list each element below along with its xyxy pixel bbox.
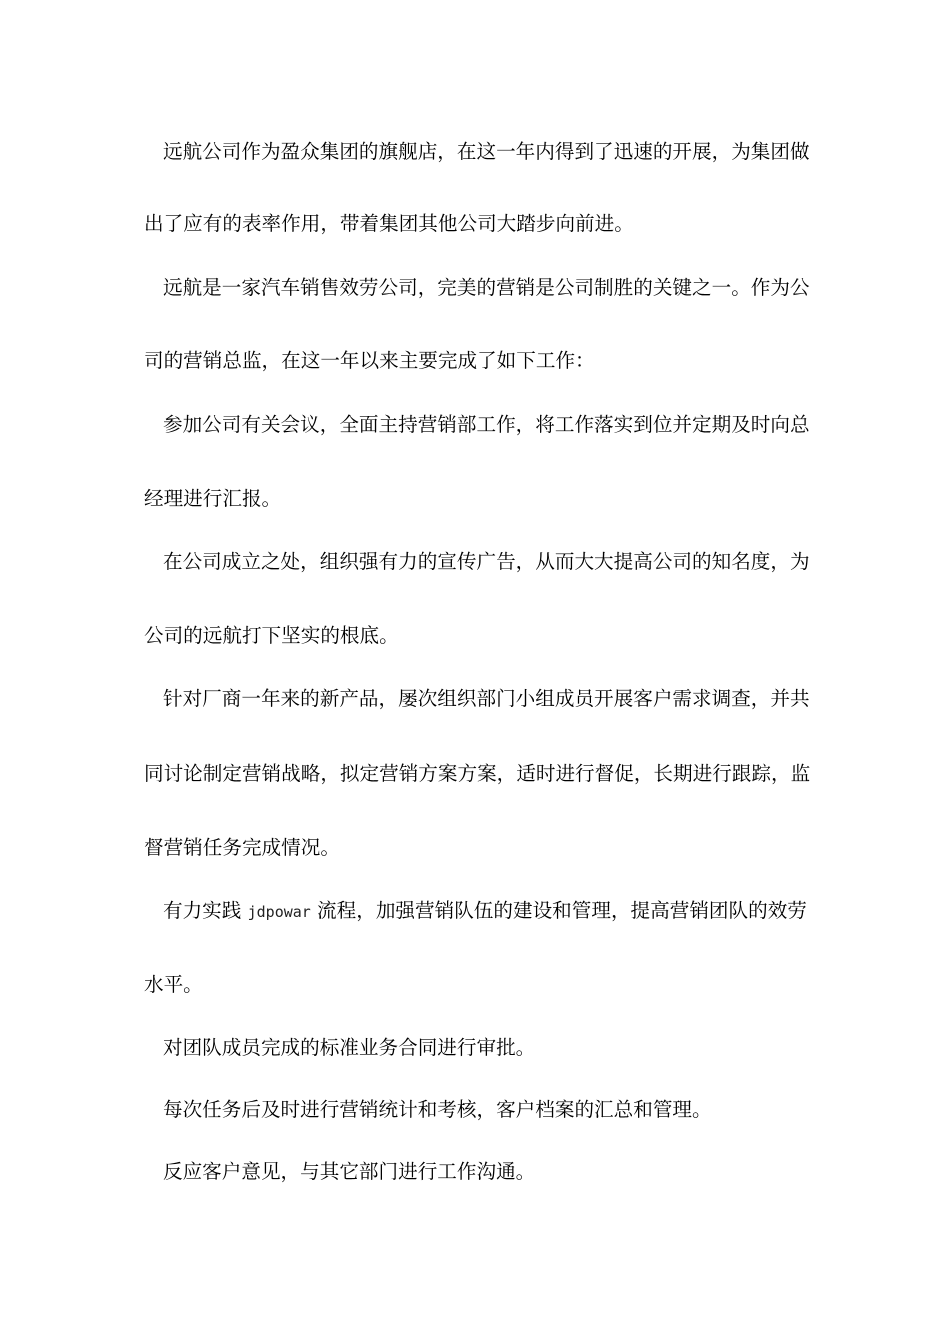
paragraph-6-line-1 <box>163 899 807 924</box>
paragraph-8: 每次任务后及时进行营销统计和考核，客户档案的汇总和管理。 <box>163 1098 712 1121</box>
paragraph-7: 对团队成员完成的标准业务合同进行审批。 <box>163 1036 536 1059</box>
paragraph-2-line-1: 远航是一家汽车销售效劳公司，完美的营销是公司制胜的关键之一。作为公 <box>163 276 810 299</box>
paragraph-5-line-3: 督营销任务完成情况。 <box>144 836 340 859</box>
paragraph-6-text-after: 流程，加强营销队伍的建设和管理，提高营销团队的效劳 <box>310 899 807 922</box>
jdpowar-term: jdpowar <box>247 903 311 921</box>
paragraph-6-text-before: 有力实践 <box>163 899 248 922</box>
paragraph-9: 反应客户意见，与其它部门进行工作沟通。 <box>163 1160 536 1183</box>
paragraph-3-line-1: 参加公司有关会议，全面主持营销部工作，将工作落实到位并定期及时向总 <box>163 413 810 436</box>
paragraph-6-line-2: 水平。 <box>144 973 203 996</box>
paragraph-1-line-1: 远航公司作为盈众集团的旗舰店，在这一年内得到了迅速的开展，为集团做 <box>163 140 810 163</box>
paragraph-5-line-1: 针对厂商一年来的新产品，屡次组织部门小组成员开展客户需求调查，并共 <box>163 687 810 710</box>
paragraph-1-line-2: 出了应有的表率作用，带着集团其他公司大踏步向前进。 <box>144 212 634 235</box>
paragraph-3-line-2: 经理进行汇报。 <box>144 487 282 510</box>
paragraph-4-line-1: 在公司成立之处，组织强有力的宣传广告，从而大大提高公司的知名度，为 <box>163 550 810 573</box>
paragraph-5-line-2: 同讨论制定营销战略，拟定营销方案方案，适时进行督促，长期进行跟踪，监 <box>144 762 811 785</box>
paragraph-4-line-2: 公司的远航打下坚实的根底。 <box>144 624 399 647</box>
paragraph-2-line-2: 司的营销总监，在这一年以来主要完成了如下工作： <box>144 349 595 372</box>
